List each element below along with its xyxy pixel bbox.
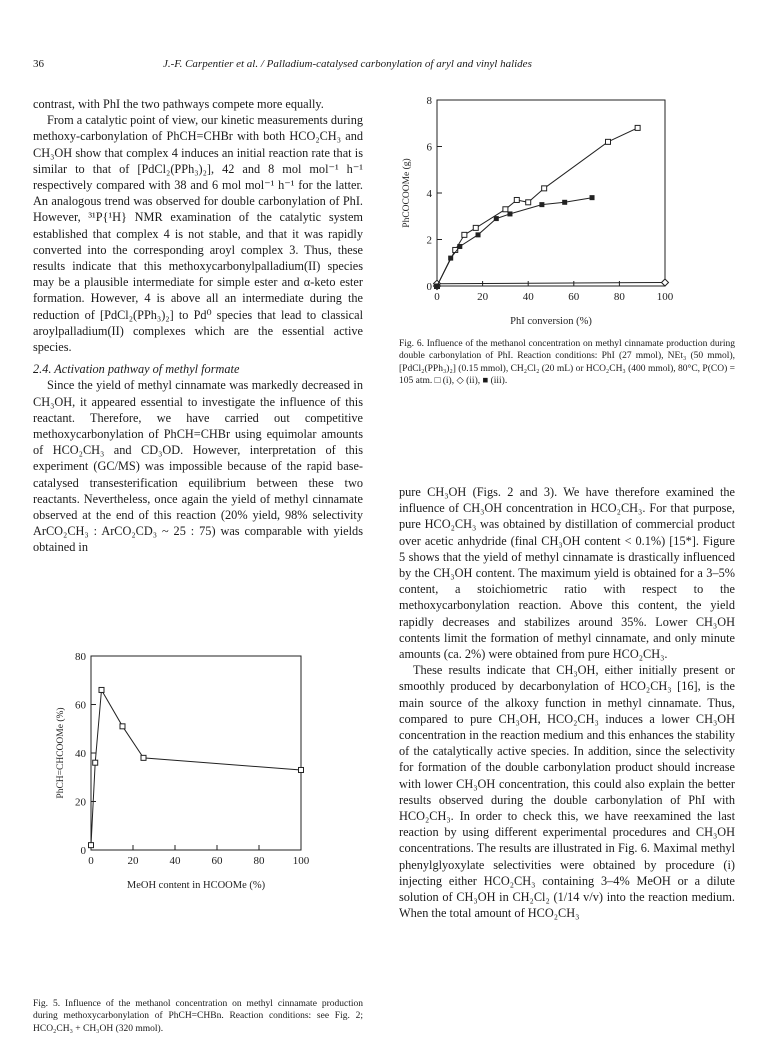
y-tick-label: 0 xyxy=(426,281,432,293)
figure-5 xyxy=(33,646,363,1046)
data-point xyxy=(462,232,467,237)
y-axis-label: PhCOCOOMe (g) xyxy=(402,158,412,228)
section-heading: 2.4. Activation pathway of methyl formate xyxy=(33,362,240,377)
y-tick-label: 0 xyxy=(80,845,86,857)
data-point xyxy=(662,279,669,286)
right-column xyxy=(399,484,735,921)
x-tick-label: 40 xyxy=(169,855,181,867)
x-tick-label: 0 xyxy=(434,291,440,303)
y-tick-label: 8 xyxy=(426,95,432,107)
series-line xyxy=(91,690,301,845)
data-point xyxy=(299,767,304,772)
y-tick-label: 60 xyxy=(75,699,86,712)
paragraph: contrast, with PhI the two pathways compete more equally. xyxy=(33,97,324,111)
data-point xyxy=(494,216,499,221)
y-tick-label: 40 xyxy=(75,748,86,760)
data-point xyxy=(89,843,94,848)
data-point xyxy=(526,200,531,205)
plot-frame xyxy=(437,100,665,286)
figure-5-chart xyxy=(33,646,363,996)
data-point xyxy=(503,207,508,212)
plot-frame xyxy=(91,656,301,850)
data-point xyxy=(93,760,98,765)
data-point xyxy=(473,225,478,230)
data-point xyxy=(448,256,453,261)
data-point xyxy=(507,211,512,216)
x-tick-label: 80 xyxy=(613,291,625,303)
paragraph: These results indicate that CH₃OH, either initially present or smoothly produced by decarbonylation of HCO₂CH₃ [16], is the main source of the alkoxy function in methyl cinnamate. Thus, compared to pure CH₃OH, HCO₂CH₃ induces a lower CH₃OH concentration in the reaction medium and this enhances the stability of the catalytically active species. In addition, since the selectivity for formation of the double carbonylation product should increase with lower CH₃OH concentration, this could also explain the better results observed during the double carbonylation of PhI with HCO₂CH₃. In order to check this, we have reexamined the last reaction by using different experimental procedures and CH₃OH concentrations. The results are illustrated in Fig. 6. Maximal methyl phenylglyoxylate selectivities were obtained by procedure (i) injecting either HCO₂CH₃ containing 3–4% MeOH or a dilute solution of CH₃OH in CH₂Cl₂ (1/14 v/v) into the reaction medium. When the total amount of HCO₂CH₃ xyxy=(399,663,735,921)
y-axis-label: PhCH=CHCOOMe (%) xyxy=(56,707,66,799)
data-point xyxy=(99,687,104,692)
series-line xyxy=(437,283,665,287)
y-tick-label: 6 xyxy=(426,141,432,154)
x-tick-label: 60 xyxy=(211,855,223,867)
x-tick-label: 40 xyxy=(522,291,534,303)
y-tick-label: 20 xyxy=(75,796,86,809)
x-axis-label: MeOH content in HCOOMe (%) xyxy=(126,880,266,891)
x-tick-label: 80 xyxy=(253,855,265,867)
x-tick-label: 0 xyxy=(88,855,94,867)
x-tick-label: 20 xyxy=(477,291,489,303)
page-header xyxy=(33,58,733,76)
x-tick-label: 60 xyxy=(568,291,580,303)
data-point xyxy=(606,139,611,144)
figure-6-caption: Fig. 6. Influence of the methanol concentration on methyl cinnamate production during double carbonylation of PhI. Reaction conditions: PhI (27 mmol), NEt₃ (50 mmol), [PdCl₂(PPh₃)₂] (0.15 mmol), CH₂Cl₂ (20 mL) or HCO₂CH₃ (400 mmol), 80°C, P(CO) = 105 atm. □ (i), ◇ (ii), ■ (iii). xyxy=(399,339,735,387)
figure-6-chart xyxy=(399,92,735,332)
figure-6 xyxy=(399,92,735,422)
running-title: J.-F. Carpentier et al. / Palladium-catalysed carbonylation of aryl and vinyl halides xyxy=(163,58,532,70)
y-tick-label: 4 xyxy=(426,188,432,200)
data-point xyxy=(514,197,519,202)
series-line xyxy=(437,128,638,286)
data-point xyxy=(435,284,440,289)
x-axis-label: PhI conversion (%) xyxy=(510,316,592,327)
y-tick-label: 80 xyxy=(75,651,86,663)
data-point xyxy=(562,200,567,205)
paragraph: Since the yield of methyl cinnamate was markedly decreased in CH₃OH, it appeared essential to investigate the influence of this reactant. Therefore, we have carried out competitive methoxycarbonylation of PhCH=CHBr using equimolar amounts of HCO₂CH₃ and CD₃OD. However, interpretation of this experiment (GC/MS) was impossible because of the rapid base-catalysed transesterification equilibrium between these two reactants. Nevertheless, once again the yield of methyl cinnamate observed at the end of this reaction (20% yield, 98% selectivity ArCO₂CH₃ : ArCO₂CD₃ ~ 25 : 75) was comparable with yields obtained in xyxy=(33,378,363,555)
data-point xyxy=(476,232,481,237)
x-tick-label: 20 xyxy=(127,855,139,867)
y-tick-label: 2 xyxy=(426,234,432,247)
paragraph: pure CH₃OH (Figs. 2 and 3). We have therefore examined the influence of CH₃OH concentration in HCO₂CH₃. For that purpose, pure HCO₂CH₃ was obtained by distillation of commercial product over acetic anhydride (final CH₃OH content < 0.1%) [15*]. Figure 5 shows that the yield of methyl cinnamate is drastically influenced by the CH₃OH content. The maximum yield is obtained for a 3–5% content, a stoichiometric ratio with respect to the methoxycarbonylation reaction. Above this content, the yield rapidly decreases and stabilizes around 35%. Lower CH₃OH contents limit the formation of methyl cinnamate, and only minute amounts (ca. 2%) were obtained from pure HCO₂CH₃. xyxy=(399,485,735,662)
data-point xyxy=(542,186,547,191)
data-point xyxy=(457,244,462,249)
data-point xyxy=(141,755,146,760)
data-point xyxy=(635,125,640,130)
paragraph: From a catalytic point of view, our kinetic measurements during methoxy-carbonylation of PhCH=CHBr with both HCO₂CH₃ and CH₃OH show that complex 4 induces an initial reaction rate that is similar to that of [PdCl₂(PPh₃)₂], 42 and 8 mol mol⁻¹ h⁻¹ respectively compared with 38 and 6 mol mol⁻¹ h⁻¹ for the latter. An analogous trend was observed for double carbonylation of PhI. However, ³¹P{¹H} NMR examination of the catalytic system established that complex 4 is not stable, and that it was rapidly converted into the corresponding aroyl complex 3. Thus, these results indicate that this methoxycarbonylpalladium(II) species may be a plausible intermediate for simple ester and α-keto ester formation. However, 4 is above all an intermediate during the reduction of [PdCl₂(PPh₃)₂] to Pd⁰ species that lead to classical aroylpalladium(II) complexes which are the essential active species. xyxy=(33,113,363,355)
x-tick-label: 100 xyxy=(292,855,310,867)
data-point xyxy=(120,724,125,729)
data-point xyxy=(539,202,544,207)
x-tick-label: 100 xyxy=(656,291,674,303)
data-point xyxy=(590,195,595,200)
page-number: 36 xyxy=(33,58,44,70)
left-column xyxy=(33,96,363,556)
figure-5-caption: Fig. 5. Influence of the methanol concentration on methyl cinnamate production during methoxycarbonylation of PhCH=CHBn. Reaction conditions: see Fig. 2; HCO₂CH₃ + CH₃OH (320 mmol). xyxy=(33,999,363,1034)
